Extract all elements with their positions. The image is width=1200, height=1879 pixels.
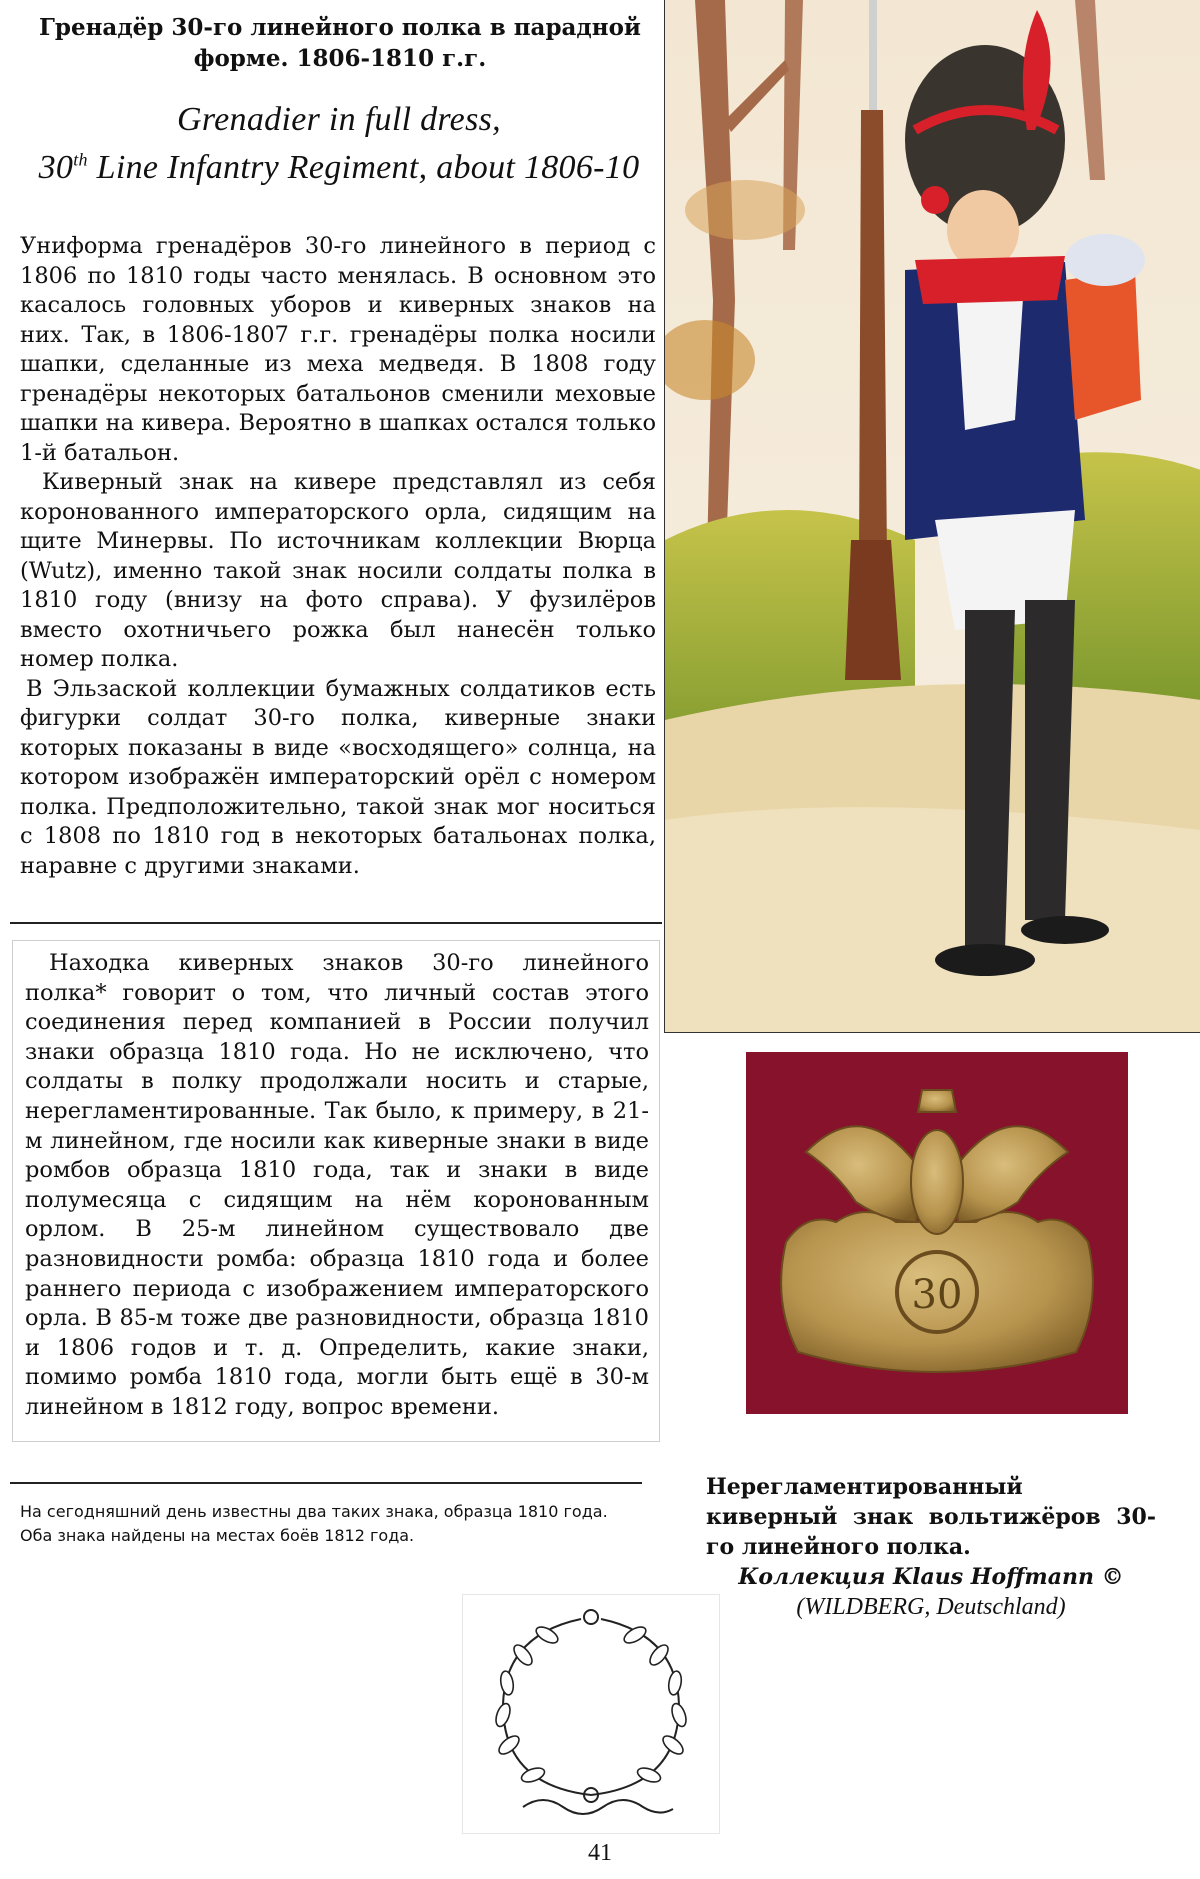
eagle-badge xyxy=(746,1052,1128,1414)
title-english xyxy=(14,96,664,192)
title-en-line2 xyxy=(14,144,664,192)
grenadier-painting xyxy=(664,0,1200,1033)
page-number: 41 xyxy=(588,1840,612,1866)
footnote-divider xyxy=(10,1482,642,1484)
grenadier-illustration xyxy=(665,0,1200,1032)
title-russian xyxy=(20,12,660,74)
caption-location: (WILDBERG, Deutschland) xyxy=(796,1594,1066,1620)
footnote: На сегодняшний день известны два таких знака, образца 1810 года. Оба знака найдены на местах боёв 1812 года. xyxy=(20,1502,608,1545)
laurel-wreath xyxy=(462,1594,720,1834)
main-text xyxy=(20,232,656,881)
title-ru-line2: форме. 1806-1810 г.г. xyxy=(193,45,487,72)
caption-collection: Коллекция Klaus Hoffmann © xyxy=(738,1564,1124,1590)
info-box xyxy=(12,940,660,1442)
title-en-sup: th xyxy=(73,149,88,170)
paragraph-3: В Эльзаской коллекции бумажных солдатиков есть фигурки солдат 30-го полка, киверные знаки которых показаны в виде «восходящего» солнца, на котором изображён императорский орёл с номером полка. Предположительно, такой знак мог носиться с 1808 по 1810 год в некоторых батальонах полка, наравне с другими знаками. xyxy=(20,675,656,879)
title-en-line1: Grenadier in full dress, xyxy=(177,101,501,138)
title-en-rest: Line Infantry Regiment, about 1806-10 xyxy=(87,149,640,186)
title-ru-line1: Гренадёр 30-го линейного полка в парадной xyxy=(39,14,641,41)
paragraph-2: Киверный знак на кивере представлял из себя коронованного императорского орла, сидящим на щите Минервы. По источникам коллекции Вюрца (Wutz), именно такой знак носили солдаты полка в 1810 году (внизу на фото справа). У фузилёров вместо охотничьего рожка был нанесён только номер полка. xyxy=(20,469,656,672)
caption-title: Нерегламентированный киверный знак вольтижёров 30-го линейного полка. xyxy=(706,1474,1156,1560)
badge-caption xyxy=(706,1472,1156,1622)
section-divider xyxy=(10,922,662,924)
laurel-wreath-drawing xyxy=(463,1595,719,1833)
badge-number: 30 xyxy=(911,1272,963,1318)
paragraph-1: Униформа гренадёров 30-го линейного в период с 1806 по 1810 годы часто менялась. В основном это касалось головных уборов и киверных знаков на них. Так, в 1806-1807 г.г. гренадёры полка носили шапки, сделанные из меха медведя. В 1808 году гренадёры некоторых батальонов сменили меховые шапки на кивера. Вероятно в шапках остался только 1-й батальон. xyxy=(20,233,656,466)
shako-badge-photo xyxy=(746,1052,1128,1414)
title-en-number: 30 xyxy=(38,149,74,186)
info-box-text: Находка киверных знаков 30-го линейного полка* говорит о том, что личный состав этого соединения перед компанией в России получил знаки образца 1810 года. Но не исключено, что солдаты в полку продолжали носить и старые, нерегламентированные. Так было, к примеру, в 21-м линейном, где носили как киверные знаки в виде ромбов образца 1810 года, так и знаки в виде полумесяца с сидящим на нём коронованным орлом. В 25-м линейном существовало две разновидности ромба: образца 1810 года и более раннего периода с изображением императорского орла. В 85-м тоже две разновидности, образца 1810 и 1806 годов и т. д. Определить, какие знаки, помимо ромба 1810 года, могли быть ещё в 30-м линейном в 1812 году, вопрос времени. xyxy=(25,950,649,1420)
